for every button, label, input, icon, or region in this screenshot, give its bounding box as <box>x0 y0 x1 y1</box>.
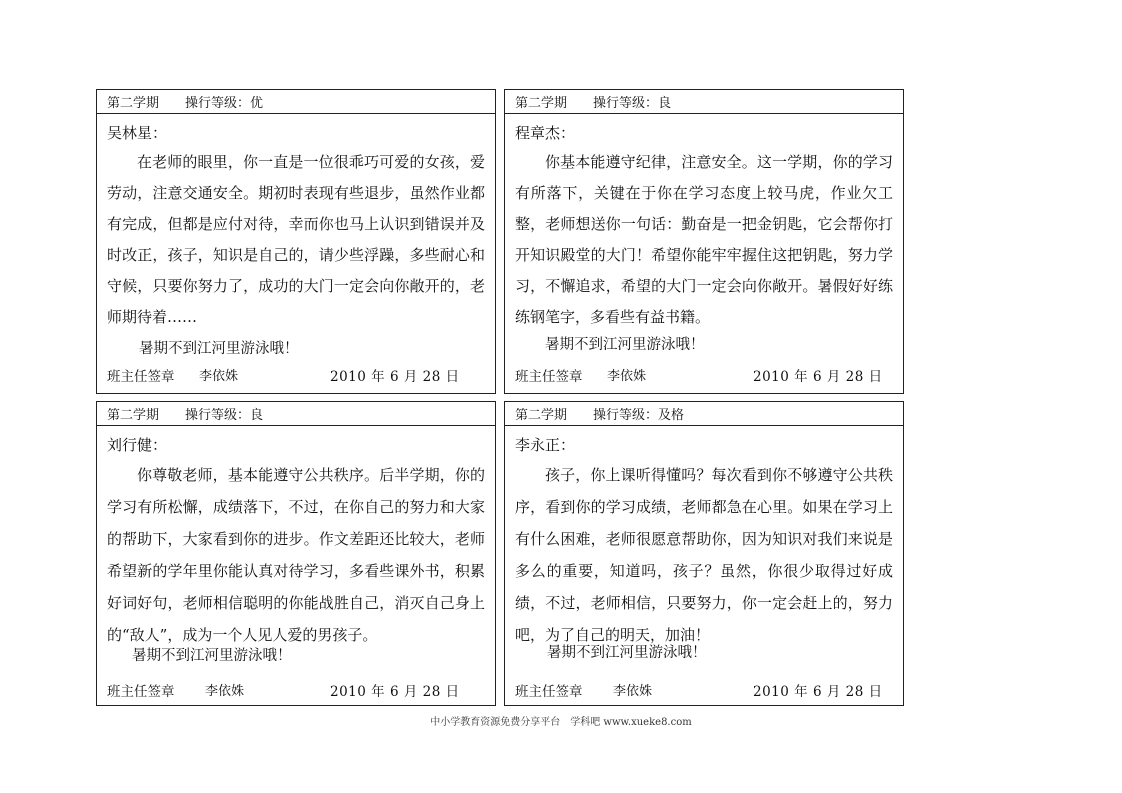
signature-label: 班主任签章 <box>107 684 175 700</box>
semester-label: 第二学期 <box>515 408 568 423</box>
sign-date: 2010 年 6 月 28 日 <box>753 684 883 700</box>
student-name: 吴林星： <box>107 124 168 142</box>
comment-text: 在老师的眼里，你一直是一位很乖巧可爱的女孩，爱劳动，注意交通安全。期初时表现有些退步，虽然作业都有完成，但都是应付对待，幸而你也马上认识到错误并及时改正，孩子，知识是自己的，请少些浮躁，多些耐心和守候，只要你努力了，成功的大门一定会向你敞开的，老师期待着…… <box>107 153 485 326</box>
card-header <box>505 402 903 426</box>
conduct-grade: 操行等级：良 <box>593 96 672 111</box>
semester-label: 第二学期 <box>515 96 568 111</box>
card-header <box>97 90 495 114</box>
comment-card-1 <box>96 89 496 394</box>
card-header <box>505 90 903 114</box>
conduct-grade: 操行等级：良 <box>185 408 264 423</box>
student-name: 程章杰： <box>515 124 576 142</box>
conduct-grade: 操行等级：及格 <box>593 408 685 423</box>
summer-reminder: 暑期不到江河里游泳哦！ <box>547 645 707 661</box>
card-body <box>505 114 903 394</box>
semester-label: 第二学期 <box>107 96 160 111</box>
signature-label: 班主任签章 <box>515 684 583 700</box>
card-body <box>97 114 495 394</box>
comment-text: 你尊敬老师，基本能遵守公共秩序。后半学期，你的学习有所松懈，成绩落下，不过，在你自己的努力和大家的帮助下，大家看到你的进步。作文差距还比较大，老师希望新的学年里你能认真对待学习，多看些课外书，积累好词好句，老师相信聪明的你能战胜自己，消灭自己身上的“敌人”，成为一个人见人爱的男孩子。 <box>107 466 485 644</box>
sign-date: 2010 年 6 月 28 日 <box>330 684 460 700</box>
summer-reminder: 暑期不到江河里游泳哦！ <box>545 337 705 353</box>
signature-label: 班主任签章 <box>515 369 583 385</box>
summer-reminder: 暑期不到江河里游泳哦！ <box>139 341 299 357</box>
comment-card-2 <box>504 89 904 394</box>
teacher-name: 李依姝 <box>205 684 245 699</box>
conduct-grade: 操行等级：优 <box>185 96 264 111</box>
comment-card-4 <box>504 401 904 706</box>
sign-date: 2010 年 6 月 28 日 <box>753 369 883 385</box>
teacher-name: 李依姝 <box>607 369 647 384</box>
comment-text: 孩子，你上课听得懂吗？每次看到你不够遵守公共秩序，看到你的学习成绩，老师都急在心里。如果在学习上有什么困难，老师很愿意帮助你，因为知识对我们来说是多么的重要，知道吗，孩子？虽然，你很少取得过好成绩，不过，老师相信，只要努力，你一定会赶上的，努力吧，为了自己的明天，加油！ <box>515 466 893 644</box>
comment-text: 你基本能遵守纪律，注意安全。这一学期，你的学习有所落下，关键在于你在学习态度上较马虎，作业欠工整，老师想送你一句话：勤奋是一把金钥匙，它会帮你打开知识殿堂的大门！希望你能牢牢握住这把钥匙，努力学习，不懈追求，希望的大门一定会向你敞开。暑假好好练练钢笔字，多看些有益书籍。 <box>515 153 893 326</box>
teacher-name: 李依姝 <box>613 684 653 699</box>
semester-label: 第二学期 <box>107 408 160 423</box>
summer-reminder: 暑期不到江河里游泳哦！ <box>132 648 292 664</box>
teacher-name: 李依姝 <box>199 369 239 384</box>
student-name: 李永正： <box>515 436 576 454</box>
sign-date: 2010 年 6 月 28 日 <box>330 369 460 385</box>
page-footer: 中小学教育资源免费分享平台 学科吧 www.xueke8.com <box>430 717 692 728</box>
signature-label: 班主任签章 <box>107 369 175 385</box>
card-body <box>97 426 495 706</box>
comment-card-3 <box>96 401 496 706</box>
card-body <box>505 426 903 706</box>
student-name: 刘行健： <box>107 436 168 454</box>
card-header <box>97 402 495 426</box>
